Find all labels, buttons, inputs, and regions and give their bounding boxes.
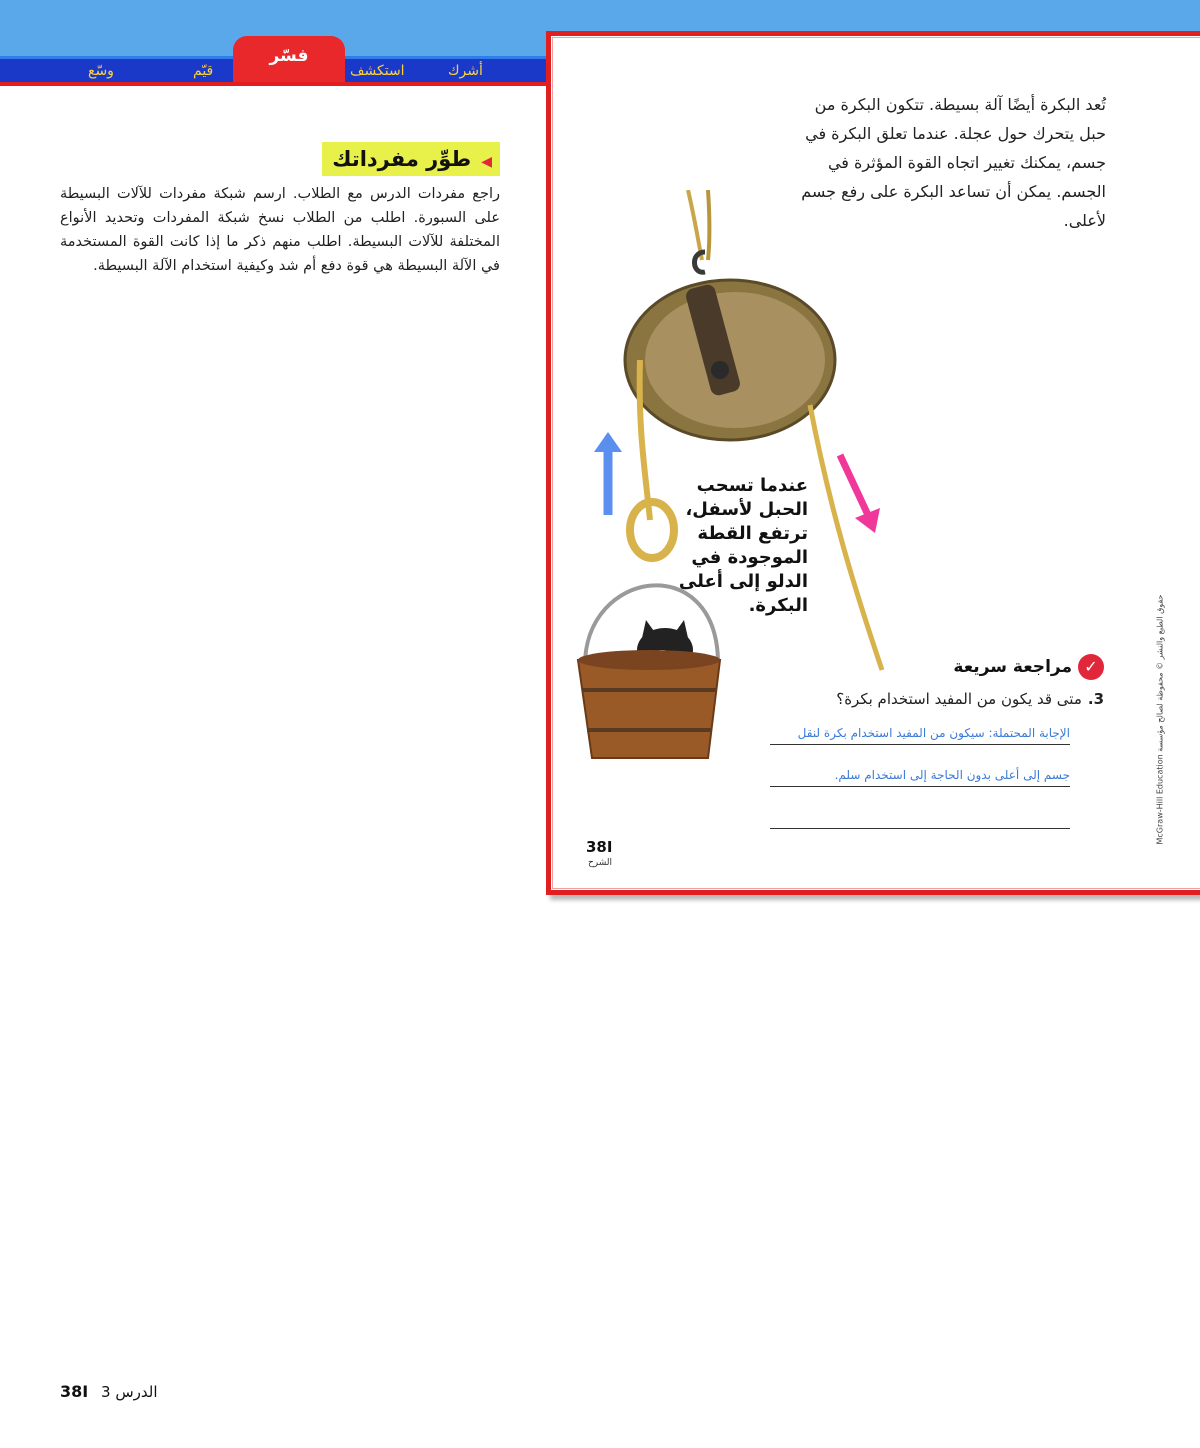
student-page-number: 38I [586,838,613,856]
student-page-label: الشرح [588,858,613,868]
copyright-credit: McGraw-Hill Education حقوق الطبع والنشر © محفوظة لصالح مؤسسة [1155,594,1165,845]
quick-review-heading [880,654,1104,680]
quick-review-title: مراجعة سريعة [953,657,1072,677]
pulley-wheel-face [645,292,825,428]
vocab-heading [322,142,500,176]
answer-line-2[interactable]: جسم إلى أعلى بدون الحاجة إلى استخدام سلم. [770,764,1070,787]
tab-engage[interactable]: أشرك [448,63,483,79]
vocab-body: راجع مفردات الدرس مع الطلاب. ارسم شبكة مفردات للآلات البسيطة على السبورة. اطلب من الطلاب نسخ شبكة المفردات وتحديد الأنواع المختلفة للآلات البسيطة. اطلب منهم ذكر ما إذا كانت القوة المستخدمة في الآلة البسيطة هي قوة دفع أم شد وكيفية استخدام الآلة البسيطة. [60,186,500,274]
down-arrow-shaft [840,455,868,515]
tab-extend[interactable]: وسّع [88,63,114,79]
tab-explain-active[interactable]: فسّر [233,36,345,82]
answer-line-1[interactable]: الإجابة المحتملة: سيكون من المفيد استخدام بكرة لنقل [770,722,1070,745]
question-text: متى قد يكون من المفيد استخدام بكرة؟ [836,690,1082,708]
review-question [760,690,1104,708]
bucket [578,660,720,758]
pulley-axle [711,361,729,379]
question-number: 3. [1087,690,1104,708]
top-rope-2 [708,190,710,260]
top-rope [688,190,702,260]
footer [60,1382,157,1401]
up-arrow-icon [594,432,622,452]
vocab-heading-text: طوِّر مفرداتك [332,147,472,171]
tab-evaluate[interactable]: قيّم [193,63,214,79]
answer-line-3[interactable] [770,806,1070,829]
footer-page-number: 38I [60,1382,89,1401]
figure-caption: عندما تسحب الحبل لأسفل، ترتفع القطة الموجودة في الدلو إلى أعلى البكرة. [678,475,808,616]
footer-lesson: الدرس 3 [101,1383,158,1401]
hook-icon [694,252,705,272]
tab-explore[interactable]: استكشف [350,63,405,79]
right-rope [810,405,882,670]
pointer-icon: ◀ [481,154,492,170]
checkmark-icon: ✓ [1078,654,1104,680]
pulley-intro-text: تُعد البكرة أيضًا آلة بسيطة. تتكون البكرة من حبل يتحرك حول عجلة. عندما تعلق البكرة في جسم، يمكنك تغيير اتجاه القوة المؤثرة في الجسم. يمكن أن تساعد البكرة على رفع جسم لأعلى. [801,95,1106,230]
